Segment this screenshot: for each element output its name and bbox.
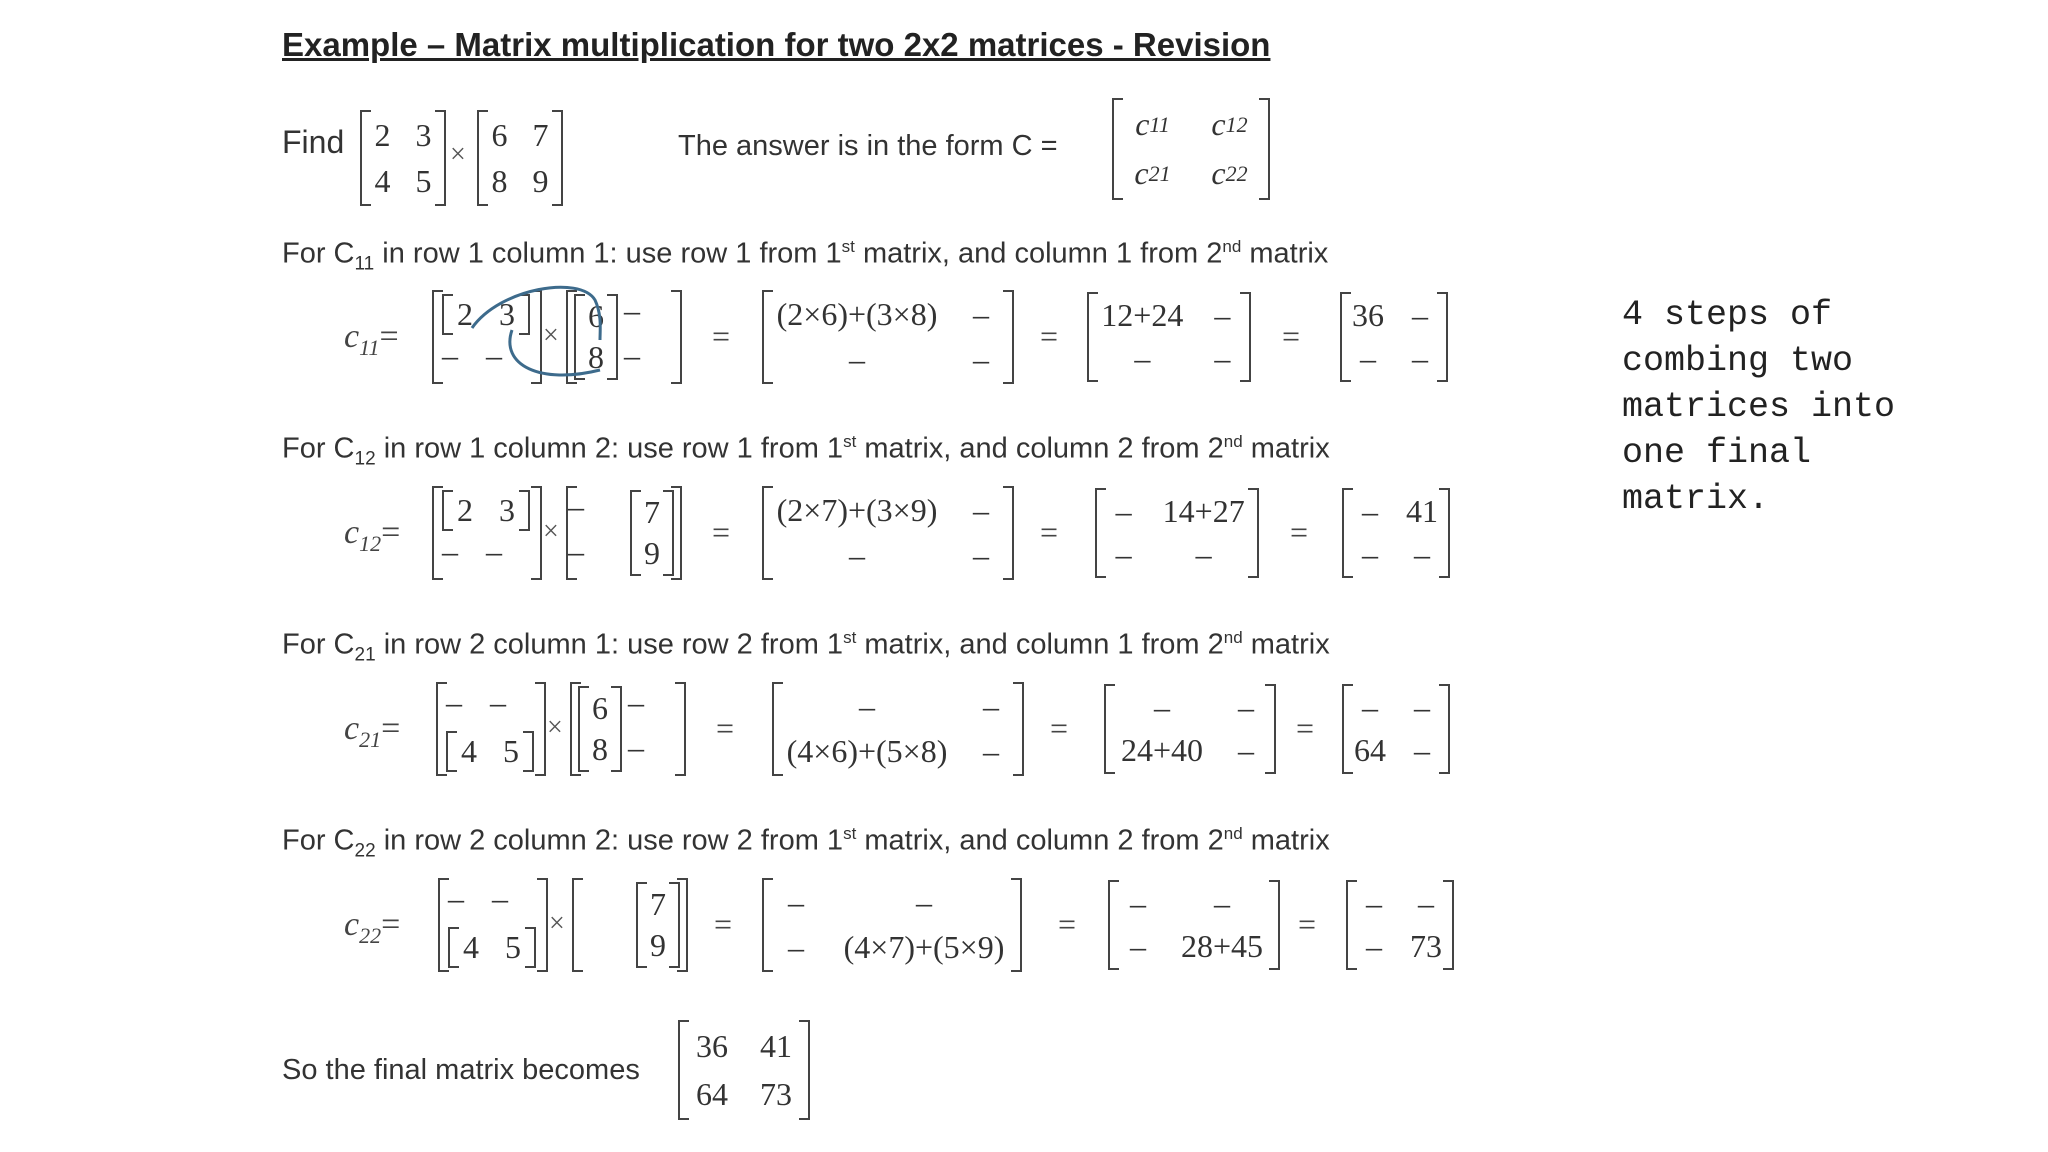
matrix-cell: – xyxy=(1238,689,1254,725)
page-title: Example – Matrix multiplication for two 2x2 matrices - Revision xyxy=(282,26,1271,63)
matrix-cell: 14+27 xyxy=(1162,493,1245,529)
matrix-cell: (4×7)+(5×9) xyxy=(843,929,1005,965)
step-label: $c_{11}=$ xyxy=(344,318,399,360)
matrix-cell: 24+40 xyxy=(1120,732,1204,768)
equals-sign: = xyxy=(1282,318,1301,354)
result-matrix xyxy=(1340,294,1448,380)
matrix-cell: 9 xyxy=(650,927,666,963)
matrix-cell: 8 xyxy=(588,339,604,375)
matrix-cell: 4 xyxy=(463,929,479,965)
matrix-cell: 4 xyxy=(461,733,477,769)
answer-cell-c22: c 22 xyxy=(1211,155,1248,191)
matrix-cell: 36 xyxy=(1352,297,1384,333)
equals-sign: = xyxy=(1040,514,1059,550)
matrix-a-cell: 3 xyxy=(415,116,432,153)
step-a-matrix xyxy=(432,488,542,578)
equals-sign: = xyxy=(716,710,735,746)
matrix-cell: – xyxy=(448,880,464,916)
expression-matrix xyxy=(772,684,1024,774)
matrix-a-cell: 4 xyxy=(374,162,391,199)
matrix-cell: – xyxy=(983,733,999,769)
result-matrix xyxy=(1342,686,1450,772)
matrix-cell: (2×6)+(3×8) xyxy=(776,296,938,332)
matrix-cell: 28+45 xyxy=(1180,928,1264,964)
matrix-cell: – xyxy=(446,684,462,720)
matrix-cell: – xyxy=(490,684,506,720)
highlighted-row xyxy=(442,492,530,529)
matrix-cell: 6 xyxy=(592,690,608,726)
matrix-cell: (4×6)+(5×8) xyxy=(786,733,948,769)
matrix-cell: – xyxy=(628,684,644,720)
matrix-cell: 5 xyxy=(503,733,519,769)
matrix-cell: – xyxy=(1362,689,1378,725)
matrix-cell: 8 xyxy=(592,731,608,767)
expression-matrix xyxy=(762,880,1022,970)
matrix-cell: – xyxy=(849,537,865,573)
matrix-cell: 7 xyxy=(644,494,660,530)
step-b-matrix xyxy=(572,880,688,970)
matrix-cell: (2×7)+(3×9) xyxy=(776,492,938,528)
matrix-cell: – xyxy=(1418,885,1434,921)
matrix-cell: – xyxy=(973,537,989,573)
matrix-cell: – xyxy=(568,488,584,524)
matrix-cell: – xyxy=(1214,885,1230,921)
matrix-cell: – xyxy=(1362,536,1378,572)
step-label: $c_{12}=$ xyxy=(344,514,401,556)
matrix-cell: 64 xyxy=(1354,732,1386,768)
matrix-cell: 5 xyxy=(505,929,521,965)
matrix-cell: – xyxy=(983,688,999,724)
equals-sign: = xyxy=(1298,906,1317,942)
matrix-cell: – xyxy=(1412,297,1428,333)
step-b-matrix xyxy=(566,488,682,578)
matrix-cell: – xyxy=(1134,340,1151,376)
matrix-cell: – xyxy=(916,884,932,920)
matrix-cell: – xyxy=(1414,536,1430,572)
equals-sign: = xyxy=(1040,318,1059,354)
matrix-cell: 36 xyxy=(696,1027,728,1064)
matrix-cell: – xyxy=(1366,928,1382,964)
matrix-cell: 73 xyxy=(760,1075,792,1112)
matrix-a-cell: 5 xyxy=(415,162,432,199)
matrix-cell: – xyxy=(442,337,458,373)
answer-form-matrix xyxy=(1112,100,1270,198)
matrix-cell: – xyxy=(1238,732,1254,768)
matrix-cell: 41 xyxy=(1406,493,1438,529)
matrix-cell: – xyxy=(568,533,584,569)
matrix-cell: 3 xyxy=(499,492,515,528)
matrix-a xyxy=(360,112,446,204)
matrix-cell: – xyxy=(442,533,458,569)
matrix-cell: – xyxy=(624,337,640,373)
matrix-cell: – xyxy=(624,292,640,328)
matrix-cell: 41 xyxy=(760,1027,792,1064)
answer-cell-c11: c 11 xyxy=(1135,106,1170,142)
final-matrix-label: So the final matrix becomes xyxy=(282,1054,640,1086)
matrix-cell: – xyxy=(628,729,644,765)
step-a-matrix xyxy=(438,880,548,970)
matrix-cell: – xyxy=(859,688,875,724)
row-column-annotation xyxy=(460,270,620,390)
matrix-cell: – xyxy=(973,492,989,528)
matrix-cell: – xyxy=(486,533,502,569)
matrix-a-cell: 2 xyxy=(374,116,391,153)
sum-matrix xyxy=(1104,686,1276,772)
sum-matrix xyxy=(1087,294,1251,380)
times-sign: × xyxy=(549,908,565,939)
matrix-cell: – xyxy=(1360,340,1376,376)
matrix-cell: 12+24 xyxy=(1101,297,1184,333)
matrix-cell: – xyxy=(973,341,989,377)
matrix-cell: – xyxy=(973,296,989,332)
highlighted-row xyxy=(446,733,534,770)
step-heading: For $C_{12}$ in row 1 column 2: use row 1 from 1st matrix, and column 2 from 2nd matrix xyxy=(282,432,1330,470)
highlighted-column xyxy=(630,492,674,574)
matrix-cell: 73 xyxy=(1410,928,1442,964)
matrix-cell: 3 xyxy=(499,296,515,332)
matrix-cell: – xyxy=(1195,536,1212,572)
matrix-cell: – xyxy=(1130,885,1146,921)
step-a-matrix xyxy=(436,684,546,774)
matrix-cell: 64 xyxy=(696,1075,728,1112)
final-matrix xyxy=(678,1022,810,1118)
matrix-b-cell: 6 xyxy=(491,116,508,153)
step-heading: For $C_{22}$ in row 2 column 2: use row 2 from 1st matrix, and column 2 from 2nd matrix xyxy=(282,824,1330,862)
times-sign: × xyxy=(547,712,563,743)
matrix-cell: 7 xyxy=(650,886,666,922)
highlighted-row xyxy=(448,929,536,966)
equals-sign: = xyxy=(712,318,731,354)
step-heading: For $C_{11}$ in row 1 column 1: use row 1 from 1st matrix, and column 1 from 2nd matrix xyxy=(282,237,1329,275)
matrix-cell: – xyxy=(492,880,508,916)
highlighted-column xyxy=(578,688,622,770)
matrix-cell: – xyxy=(486,337,502,373)
matrix-cell: – xyxy=(849,341,865,377)
result-matrix xyxy=(1346,882,1454,968)
matrix-cell: 2 xyxy=(457,296,473,332)
equals-sign: = xyxy=(712,514,731,550)
equals-sign: = xyxy=(1290,514,1309,550)
expression-matrix xyxy=(762,488,1014,578)
expression-matrix xyxy=(762,292,1014,382)
matrix-cell: – xyxy=(1366,885,1382,921)
matrix-cell: – xyxy=(1115,536,1132,572)
matrix-cell: – xyxy=(788,884,804,920)
matrix-cell: – xyxy=(1414,689,1430,725)
equals-sign: = xyxy=(1050,710,1069,746)
matrix-b-cell: 8 xyxy=(491,162,508,199)
step-heading: For $C_{21}$ in row 2 column 1: use row 2 from 1st matrix, and column 1 from 2nd matrix xyxy=(282,628,1330,666)
times-sign: × xyxy=(543,320,559,351)
matrix-cell: – xyxy=(1115,493,1132,529)
result-matrix xyxy=(1342,490,1450,576)
matrix-b xyxy=(477,112,563,204)
matrix-cell: – xyxy=(1214,340,1231,376)
matrix-cell: – xyxy=(1214,297,1231,333)
matrix-cell: – xyxy=(1412,340,1428,376)
equals-sign: = xyxy=(1296,710,1315,746)
equals-sign: = xyxy=(714,906,733,942)
side-note: 4 steps of combing two matrices into one final matrix. xyxy=(1622,295,1896,519)
step-label: $c_{22}=$ xyxy=(344,906,401,948)
matrix-cell: 9 xyxy=(644,535,660,571)
equals-sign: = xyxy=(1058,906,1077,942)
answer-cell-c12: c 12 xyxy=(1211,106,1248,142)
matrix-cell: – xyxy=(1130,928,1146,964)
matrix-cell: 2 xyxy=(457,492,473,528)
step-label: $c_{21}=$ xyxy=(344,710,401,752)
sum-matrix xyxy=(1095,490,1259,576)
matrix-b-cell: 9 xyxy=(532,162,549,199)
sum-matrix xyxy=(1108,882,1280,968)
answer-form-text: The answer is in the form C = xyxy=(678,130,1058,162)
times-sign: × xyxy=(543,516,559,547)
matrix-cell: – xyxy=(1414,732,1430,768)
matrix-cell: – xyxy=(788,929,804,965)
matrix-cell: 6 xyxy=(588,298,604,334)
find-label: Find xyxy=(282,124,345,160)
answer-cell-c21: c 21 xyxy=(1134,155,1171,191)
times-sign: × xyxy=(450,139,466,170)
highlighted-column xyxy=(636,884,680,966)
matrix-cell: – xyxy=(1154,689,1170,725)
step-b-matrix xyxy=(570,684,686,774)
matrix-cell: – xyxy=(1362,493,1378,529)
matrix-b-cell: 7 xyxy=(532,116,549,153)
